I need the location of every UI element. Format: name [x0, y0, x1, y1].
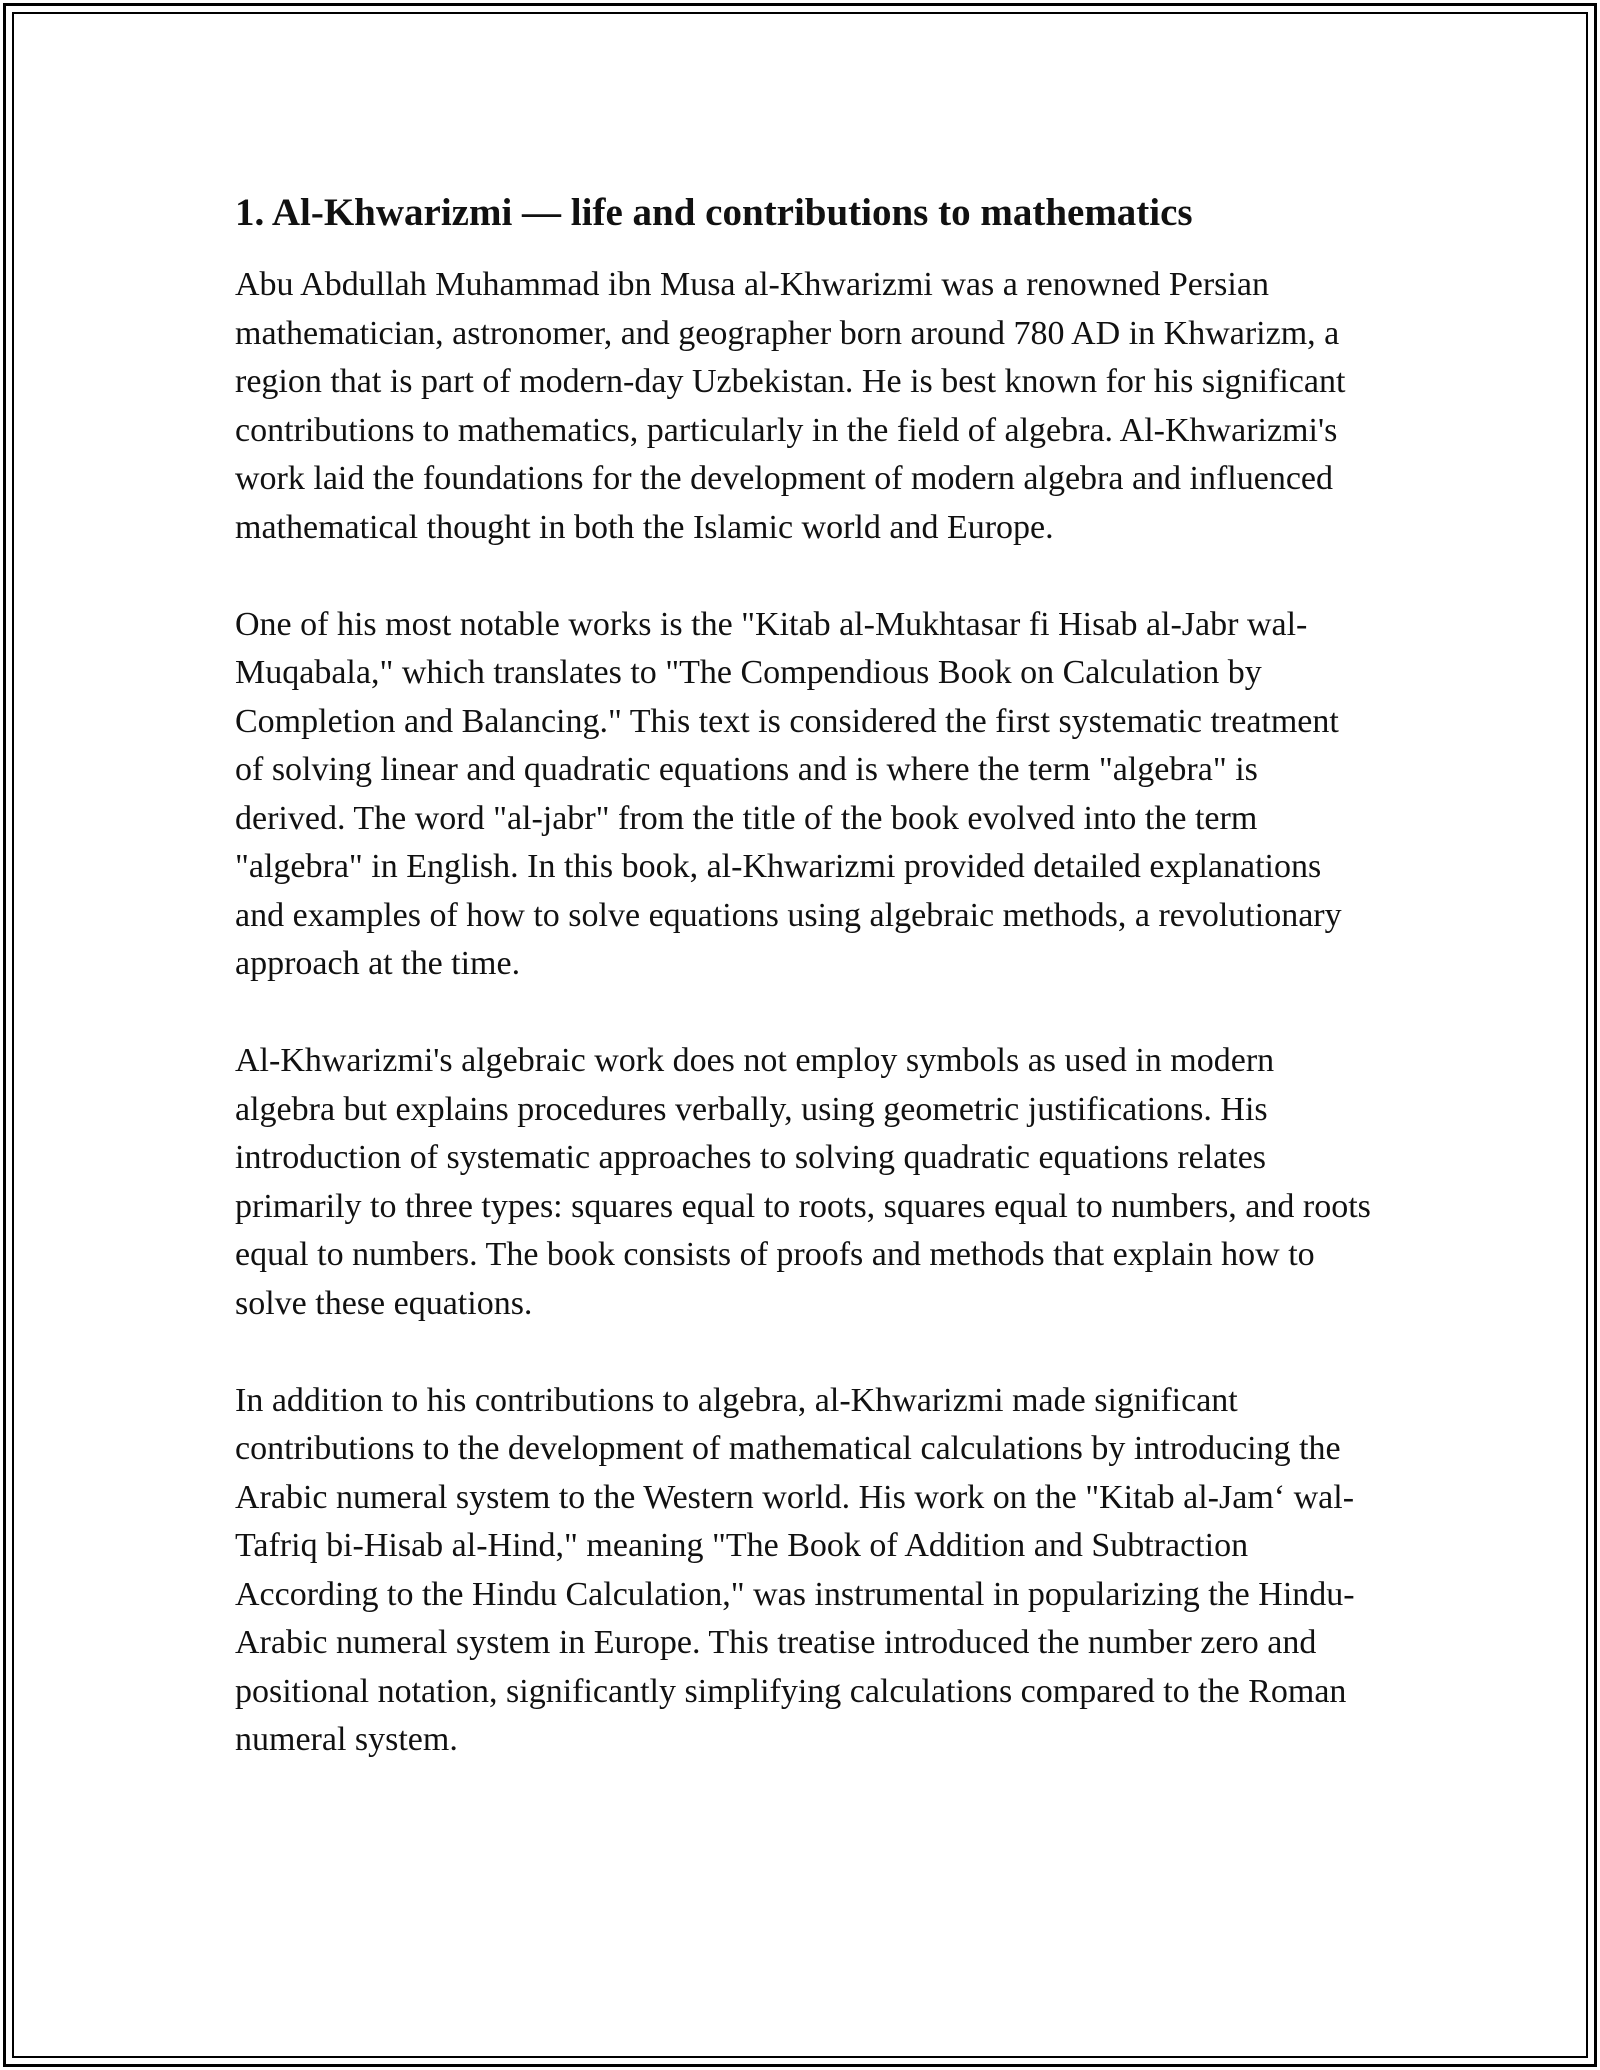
- section-heading: 1. Al-Khwarizmi — life and contributions to mathematics: [235, 191, 1193, 234]
- document-content: [235, 185, 1375, 1765]
- paragraph-verbal-methods: Al-Khwarizmi's algebraic work does not employ symbols as used in modern algebra but explains procedures verbally, using geometric justifications. His introduction of systematic approaches to solving quadratic equations relates primarily to three types: squares equal to roots, squares equal to numbers, and roots equal to numbers. The book consists of proofs and methods that explain how to solve these equations.: [235, 1042, 1371, 1322]
- paragraph-life: Abu Abdullah Muhammad ibn Musa al-Khwarizmi was a renowned Persian mathematician, astronomer, and geographer born around 780 AD in Khwarizm, a region that is part of modern-day Uzbekistan. He is best known for his significant contributions to mathematics, particularly in the field of algebra. Al-Khwarizmi's work laid the foundations for the development of modern algebra and influenced mathematical thought in both the Islamic world and Europe.: [235, 266, 1346, 546]
- paragraph-numeral-system: In addition to his contributions to algebra, al-Khwarizmi made significant contributions to the development of mathematical calculations by introducing the Arabic numeral system to the Western world. His work on the "Kitab al-Jam‘ wal-Tafriq bi-Hisab al-Hind," meaning "The Book of Addition and Subtraction According to the Hindu Calculation," was instrumental in popularizing the Hindu-Arabic numeral system in Europe. This treatise introduced the number zero and positional notation, significantly simplifying calculations compared to the Roman numeral system.: [235, 1381, 1355, 1758]
- paragraph-algebra-book: One of his most notable works is the "Kitab al-Mukhtasar fi Hisab al-Jabr wal-Muqabala," which translates to "The Compendious Book on Calculation by Completion and Balancing." This text is considered the first systematic treatment of solving linear and quadratic equations and is where the term "algebra" is derived. The word "al-jabr" from the title of the book evolved into the term "algebra" in English. In this book, al-Khwarizmi provided detailed explanations and examples of how to solve equations using algebraic methods, a revolutionary approach at the time.: [235, 605, 1342, 982]
